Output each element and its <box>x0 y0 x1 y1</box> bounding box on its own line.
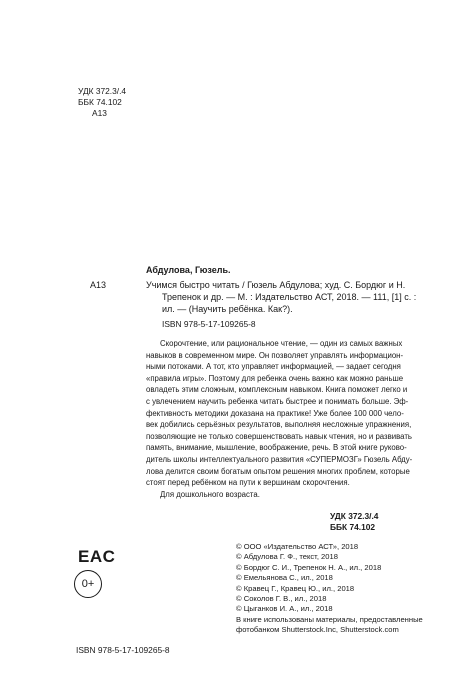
isbn-record: ISBN 978-5-17-109265-8 <box>162 319 256 329</box>
copyright-line: © Кравец Г., Кравец Ю., ил., 2018 <box>236 583 355 593</box>
copyright-block <box>236 542 423 636</box>
age-rating-badge <box>74 570 102 598</box>
annotation <box>146 338 438 500</box>
annotation-line: век добились серьёзных результатов, выполняя несложные упражнения, <box>146 420 412 430</box>
annotation-line: овладеть этим сложным, комплексным навыком. Книга поможет легко и <box>146 385 408 395</box>
annotation-line: позволяющие не только совершенствовать навык чтения, но и развивать <box>146 431 412 441</box>
author-heading: Абдулова, Гюзель. <box>146 265 231 275</box>
author-mark-left: А13 <box>90 280 107 290</box>
copyright-line: © Емельянова С., ил., 2018 <box>236 573 333 583</box>
annotation-line: с увлечением научить ребенка читать быстрее и понимать больше. Эф- <box>146 396 409 406</box>
annotation-line: фективность методики доказана на практике! Уже более 100 000 чело- <box>146 408 404 418</box>
annotation-line: «правила игры». Поэтому для ребенка очень важно как можно раньше <box>146 373 404 383</box>
annotation-line: память, внимание, мышление, воображение, речь. В этой книге руково- <box>146 443 407 453</box>
copyright-line: © ООО «Издательство АСТ», 2018 <box>236 542 359 551</box>
annotation-line: стоят перед ребёнком на пути к вершинам скорочтения. <box>146 478 350 488</box>
copyright-line: В книге использованы материалы, предоставленные <box>236 614 423 624</box>
copyright-line: © Бордюг С. И., Трепенок Н. А., ил., 2018 <box>236 562 382 572</box>
copyright-line: © Соколов Г. В., ил., 2018 <box>236 594 327 604</box>
age-rating-label: 0+ <box>81 578 95 590</box>
annotation-line: Скорочтение, или рациональное чтение, — один из самых важных <box>160 339 403 348</box>
eac-mark-icon: EAC <box>78 547 116 566</box>
copyright-line: © Цыганков И. А., ил., 2018 <box>236 604 333 614</box>
bbk-code-bottom: ББК 74.102 <box>330 522 376 532</box>
copyright-line: © Абдулова Г. Ф., текст, 2018 <box>236 552 338 562</box>
top-classification <box>78 86 126 119</box>
udk-code: УДК 372.3/.4 <box>78 86 127 96</box>
author-mark: А13 <box>92 108 107 118</box>
copyright-line: фотобанком Shutterstock.Inc, Shutterstock.com <box>236 625 399 635</box>
bottom-classification <box>330 511 434 533</box>
description-line: Трепенок и др. — М. : Издательство АСТ, 2018. — 111, [1] с. : <box>162 292 417 303</box>
annotation-line: навыков в современном мире. Он позволяет управлять информацион- <box>146 350 404 360</box>
isbn-bottom: ISBN 978-5-17-109265-8 <box>76 645 170 655</box>
description-line: ил. — (Научить ребёнка. Как?). <box>162 304 293 315</box>
annotation-line: ными потоками. А тот, кто управляет информацией, — задает сегодня <box>146 362 401 372</box>
udk-code-bottom: УДК 372.3/.4 <box>330 511 379 521</box>
description-line: Учимся быстро читать / Гюзель Абдулова; худ. С. Бордюг и Н. <box>146 280 406 290</box>
bbk-code: ББК 74.102 <box>78 97 122 107</box>
annotation-line: дитель школы интеллектуального развития «СУПЕРМОЗГ» Гюзель Абду- <box>146 454 413 464</box>
audience-note: Для дошкольного возраста. <box>160 489 260 499</box>
annotation-line: лова делится своим богатым опытом решения многих проблем, которые <box>146 466 410 476</box>
bibliographic-description <box>146 279 436 316</box>
